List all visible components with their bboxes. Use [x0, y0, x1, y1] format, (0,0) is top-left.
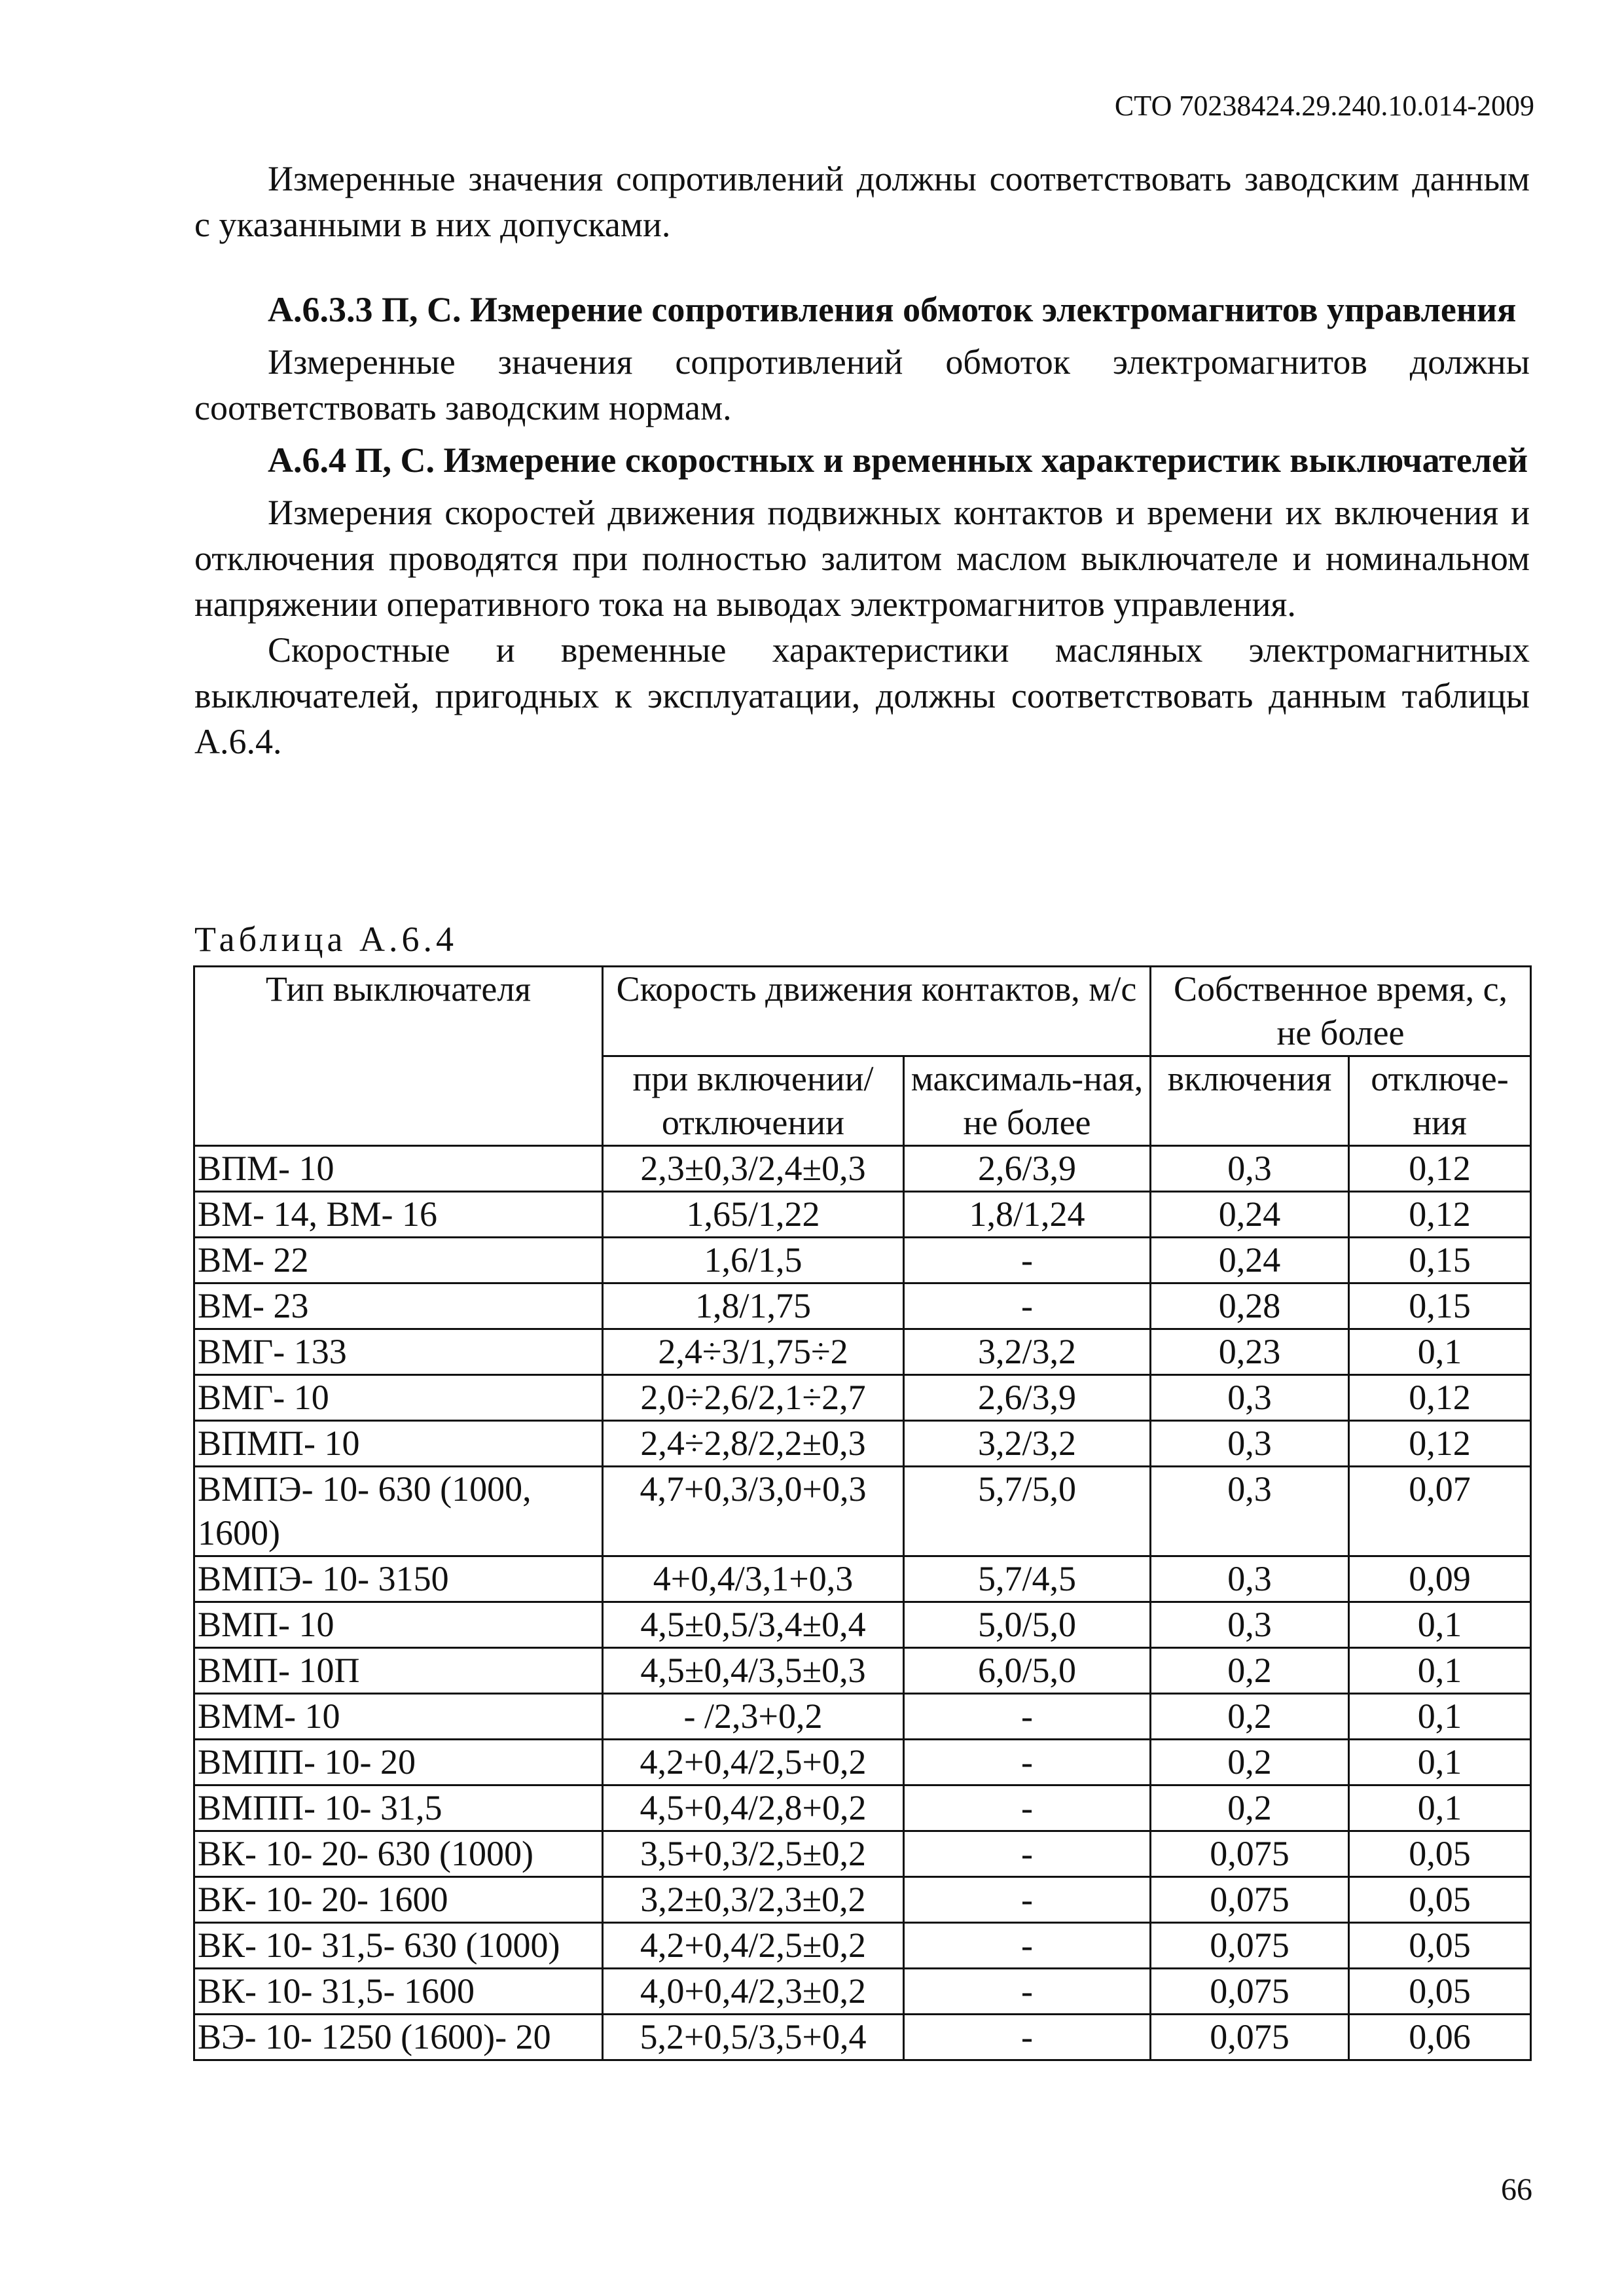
cell-speed-max: -	[904, 1694, 1151, 1740]
cell-speed-on-off: 4,5+0,4/2,8+0,2	[603, 1785, 904, 1831]
cell-time-off: 0,1	[1349, 1785, 1531, 1831]
cell-speed-max: -	[904, 1923, 1151, 1969]
cell-breaker-type: ВММ- 10	[194, 1694, 603, 1740]
table-row	[194, 1146, 1531, 1192]
section-heading-a64: А.6.4 П, С. Измерение скоростных и временных характеристик выключателей	[268, 440, 1528, 480]
header-breaker-type: Тип выключателя	[194, 967, 603, 1146]
cell-speed-on-off: 4,5±0,5/3,4±0,4	[603, 1602, 904, 1648]
cell-speed-max: 5,7/4,5	[904, 1556, 1151, 1602]
cell-speed-on-off: 4,0+0,4/2,3±0,2	[603, 1969, 904, 2015]
cell-time-on: 0,2	[1151, 1785, 1349, 1831]
cell-speed-max: 6,0/5,0	[904, 1648, 1151, 1694]
cell-time-off: 0,07	[1349, 1467, 1531, 1556]
cell-time-off: 0,12	[1349, 1375, 1531, 1421]
cell-speed-max: -	[904, 1969, 1151, 2015]
cell-speed-on-off: 2,3±0,3/2,4±0,3	[603, 1146, 904, 1192]
cell-time-on: 0,075	[1151, 2015, 1349, 2060]
breaker-characteristics-table	[193, 965, 1532, 2061]
table-row	[194, 1556, 1531, 1602]
cell-breaker-type: ВМПП- 10- 20	[194, 1740, 603, 1785]
table-row	[194, 1421, 1531, 1467]
cell-breaker-type: ВК- 10- 20- 1600	[194, 1877, 603, 1923]
cell-time-off: 0,1	[1349, 1694, 1531, 1740]
header-contact-speed: Скорость движения контактов, м/с	[603, 967, 1151, 1056]
table-row	[194, 1375, 1531, 1421]
table-row	[194, 2015, 1531, 2060]
cell-speed-max: 1,8/1,24	[904, 1192, 1151, 1238]
table-header-row	[194, 967, 1531, 1056]
cell-breaker-type: ВМ- 22	[194, 1238, 603, 1283]
cell-time-off: 0,1	[1349, 1648, 1531, 1694]
table-row	[194, 1602, 1531, 1648]
cell-speed-on-off: 3,2±0,3/2,3±0,2	[603, 1877, 904, 1923]
cell-time-off: 0,05	[1349, 1877, 1531, 1923]
cell-time-off: 0,09	[1349, 1556, 1531, 1602]
cell-speed-max: -	[904, 1831, 1151, 1877]
cell-speed-max: -	[904, 1740, 1151, 1785]
cell-breaker-type: ВК- 10- 31,5- 630 (1000)	[194, 1923, 603, 1969]
table-row	[194, 1969, 1531, 2015]
cell-time-off: 0,05	[1349, 1831, 1531, 1877]
table-body	[194, 1146, 1531, 2060]
section-heading-a633: А.6.3.3 П, С. Измерение сопротивления обмоток электромагнитов управления	[268, 290, 1517, 329]
cell-breaker-type: ВПМ- 10	[194, 1146, 603, 1192]
table-row	[194, 1923, 1531, 1969]
cell-time-on: 0,3	[1151, 1146, 1349, 1192]
cell-breaker-type: ВМПЭ- 10- 630 (1000, 1600)	[194, 1467, 603, 1556]
cell-speed-max: 2,6/3,9	[904, 1375, 1151, 1421]
page-number: 66	[1501, 2172, 1532, 2207]
cell-time-off: 0,1	[1349, 1740, 1531, 1785]
cell-speed-on-off: 3,5+0,3/2,5±0,2	[603, 1831, 904, 1877]
cell-time-off: 0,15	[1349, 1283, 1531, 1329]
table-row	[194, 1238, 1531, 1283]
cell-speed-on-off: 5,2+0,5/3,5+0,4	[603, 2015, 904, 2060]
header-time-on: включения	[1151, 1056, 1349, 1146]
cell-time-on: 0,28	[1151, 1283, 1349, 1329]
paragraph-winding-resistance: Измеренные значения сопротивлений обмоток электромагнитов должны соответствовать заводским нормам.	[194, 342, 1530, 427]
cell-time-on: 0,24	[1151, 1192, 1349, 1238]
cell-speed-max: -	[904, 1785, 1151, 1831]
cell-breaker-type: ВЭ- 10- 1250 (1600)- 20	[194, 2015, 603, 2060]
cell-time-on: 0,075	[1151, 1877, 1349, 1923]
cell-time-on: 0,3	[1151, 1421, 1349, 1467]
cell-speed-max: 2,6/3,9	[904, 1146, 1151, 1192]
cell-time-on: 0,24	[1151, 1238, 1349, 1283]
cell-speed-max: -	[904, 1238, 1151, 1283]
table-row	[194, 1467, 1531, 1556]
cell-speed-on-off: 2,4÷2,8/2,2±0,3	[603, 1421, 904, 1467]
cell-time-off: 0,15	[1349, 1238, 1531, 1283]
cell-speed-on-off: 2,0÷2,6/2,1÷2,7	[603, 1375, 904, 1421]
cell-time-on: 0,075	[1151, 1969, 1349, 2015]
body-text-block	[194, 156, 1530, 764]
cell-speed-max: -	[904, 2015, 1151, 2060]
cell-time-on: 0,3	[1151, 1602, 1349, 1648]
cell-time-on: 0,3	[1151, 1467, 1349, 1556]
table-row	[194, 1740, 1531, 1785]
cell-speed-on-off: 4+0,4/3,1+0,3	[603, 1556, 904, 1602]
cell-time-off: 0,12	[1349, 1146, 1531, 1192]
table-row	[194, 1785, 1531, 1831]
cell-time-on: 0,23	[1151, 1329, 1349, 1375]
cell-time-on: 0,075	[1151, 1923, 1349, 1969]
cell-breaker-type: ВМП- 10	[194, 1602, 603, 1648]
table-row	[194, 1648, 1531, 1694]
cell-time-off: 0,06	[1349, 2015, 1531, 2060]
cell-time-on: 0,075	[1151, 1831, 1349, 1877]
cell-speed-on-off: 1,6/1,5	[603, 1238, 904, 1283]
cell-breaker-type: ВМГ- 133	[194, 1329, 603, 1375]
cell-speed-max: -	[904, 1877, 1151, 1923]
cell-speed-on-off: 4,5±0,4/3,5±0,3	[603, 1648, 904, 1694]
cell-time-on: 0,2	[1151, 1740, 1349, 1785]
cell-speed-on-off: 1,8/1,75	[603, 1283, 904, 1329]
cell-time-off: 0,05	[1349, 1969, 1531, 2015]
document-code: СТО 70238424.29.240.10.014-2009	[1114, 90, 1534, 122]
cell-breaker-type: ВПМП- 10	[194, 1421, 603, 1467]
cell-time-on: 0,2	[1151, 1694, 1349, 1740]
cell-time-on: 0,3	[1151, 1375, 1349, 1421]
cell-time-on: 0,2	[1151, 1648, 1349, 1694]
cell-speed-max: -	[904, 1283, 1151, 1329]
table-row	[194, 1329, 1531, 1375]
cell-breaker-type: ВМПЭ- 10- 3150	[194, 1556, 603, 1602]
cell-speed-on-off: 4,2+0,4/2,5±0,2	[603, 1923, 904, 1969]
table-row	[194, 1694, 1531, 1740]
cell-time-off: 0,1	[1349, 1602, 1531, 1648]
cell-breaker-type: ВК- 10- 31,5- 1600	[194, 1969, 603, 2015]
header-own-time: Собственное время, с, не более	[1151, 967, 1531, 1056]
table-row	[194, 1283, 1531, 1329]
cell-breaker-type: ВК- 10- 20- 630 (1000)	[194, 1831, 603, 1877]
cell-breaker-type: ВМПП- 10- 31,5	[194, 1785, 603, 1831]
cell-speed-max: 3,2/3,2	[904, 1329, 1151, 1375]
cell-breaker-type: ВМ- 14, ВМ- 16	[194, 1192, 603, 1238]
paragraph-characteristics-reference: Скоростные и временные характеристики масляных электромагнитных выключателей, пригодных к эксплуатации, должны соответствовать данным таблицы А.6.4.	[194, 630, 1530, 761]
cell-speed-max: 5,0/5,0	[904, 1602, 1151, 1648]
cell-time-off: 0,1	[1349, 1329, 1531, 1375]
cell-speed-on-off: - /2,3+0,2	[603, 1694, 904, 1740]
cell-speed-on-off: 4,7+0,3/3,0+0,3	[603, 1467, 904, 1556]
cell-speed-on-off: 4,2+0,4/2,5+0,2	[603, 1740, 904, 1785]
cell-breaker-type: ВМГ- 10	[194, 1375, 603, 1421]
cell-speed-max: 3,2/3,2	[904, 1421, 1151, 1467]
cell-breaker-type: ВМ- 23	[194, 1283, 603, 1329]
header-time-off: отключе-ния	[1349, 1056, 1531, 1146]
cell-speed-max: 5,7/5,0	[904, 1467, 1151, 1556]
table-row	[194, 1831, 1531, 1877]
paragraph-resistance-values: Измеренные значения сопротивлений должны соответствовать заводским данным с указанными в них допусками.	[194, 159, 1530, 244]
paragraph-measurement-conditions: Измерения скоростей движения подвижных контактов и времени их включения и отключения проводятся при полностью залитом маслом выключателе и номинальном напряжении оперативного тока на выводах электромагнитов управления.	[194, 493, 1530, 624]
cell-speed-on-off: 2,4÷3/1,75÷2	[603, 1329, 904, 1375]
table-row	[194, 1877, 1531, 1923]
cell-time-off: 0,05	[1349, 1923, 1531, 1969]
cell-time-on: 0,3	[1151, 1556, 1349, 1602]
table-caption: Таблица А.6.4	[194, 920, 458, 959]
cell-speed-on-off: 1,65/1,22	[603, 1192, 904, 1238]
cell-breaker-type: ВМП- 10П	[194, 1648, 603, 1694]
cell-time-off: 0,12	[1349, 1192, 1531, 1238]
table-row	[194, 1192, 1531, 1238]
header-speed-max: максималь-ная, не более	[904, 1056, 1151, 1146]
cell-time-off: 0,12	[1349, 1421, 1531, 1467]
header-speed-on-off: при включении/ отключении	[603, 1056, 904, 1146]
